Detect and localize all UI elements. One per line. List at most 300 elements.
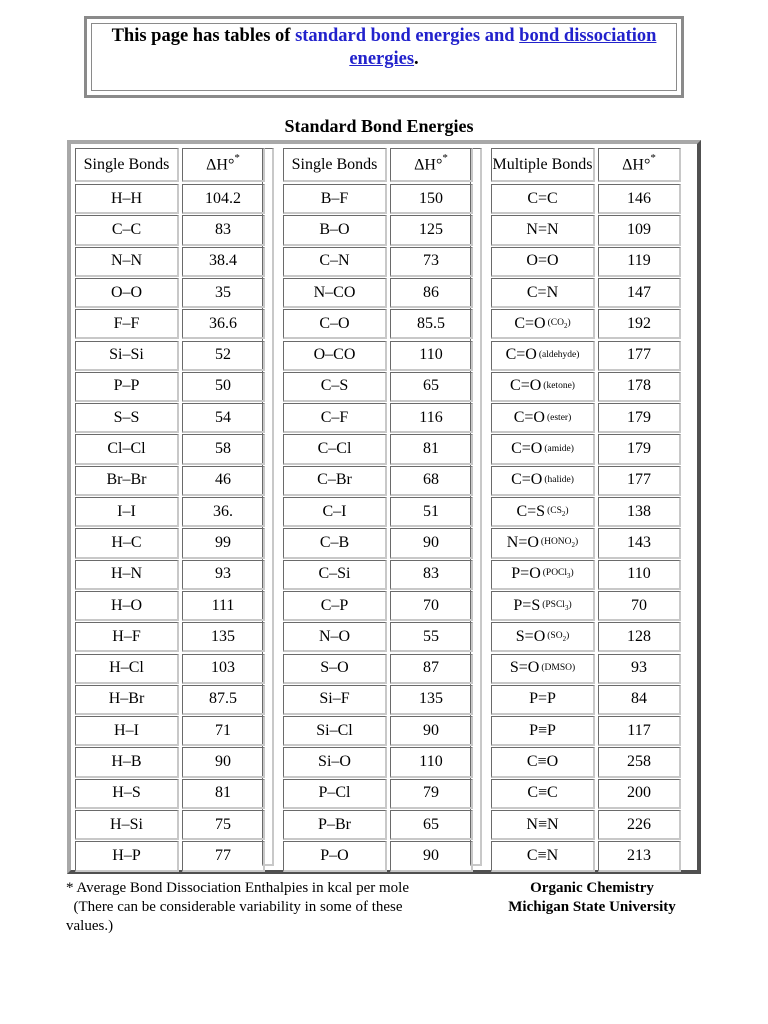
delta-h-value: 104.2: [205, 189, 241, 207]
delta-h-value: 52: [215, 346, 231, 364]
bond-cell: [75, 372, 179, 402]
bond-energy-table: [67, 140, 701, 874]
bond-label: C–B: [319, 533, 350, 551]
delta-h-value: 93: [631, 659, 647, 677]
delta-h-value: 147: [627, 283, 651, 301]
bond-label: N≡N: [526, 815, 559, 833]
bond-cell: [491, 622, 595, 652]
delta-h-cell: [182, 372, 265, 402]
delta-h-cell: [182, 528, 265, 558]
delta-h-value: 143: [627, 533, 651, 551]
bond-label: C=O: [511, 471, 543, 489]
bond-label: N–O: [318, 627, 351, 645]
bond-label: H–I: [114, 721, 139, 739]
bond-label: C–C: [111, 220, 142, 238]
bond-cell: [75, 622, 179, 652]
delta-h-cell: [182, 654, 265, 684]
delta-h-cell: [390, 497, 473, 527]
delta-h-value: 135: [211, 627, 235, 645]
bond-qualifier-subscript: 2: [562, 634, 567, 643]
delta-h-value: 55: [423, 627, 439, 645]
delta-h-cell: [182, 215, 265, 245]
footnote-star: *: [650, 152, 656, 165]
delta-h-value: 179: [627, 440, 651, 458]
delta-h-cell: [598, 560, 681, 590]
bond-cell: [75, 278, 179, 308]
bond-qualifier-end: ): [567, 317, 571, 328]
bond-cell: [491, 716, 595, 746]
bond-label: N–N: [110, 252, 143, 270]
bond-label: N–CO: [313, 283, 356, 301]
bond-cell: [283, 341, 387, 371]
bond-qualifier-subscript: 3: [567, 572, 571, 581]
bond-cell: [491, 466, 595, 496]
bond-label: N=O: [506, 533, 539, 551]
bond-label: H–O: [110, 596, 143, 614]
bond-label: C=S: [516, 502, 546, 520]
bond-label: O–CO: [313, 346, 356, 364]
delta-h-value: 50: [215, 377, 231, 395]
delta-h-cell: [182, 716, 265, 746]
delta-h-cell: [182, 247, 265, 277]
intro-suffix: .: [414, 49, 419, 69]
bond-qualifier-text: (ketone): [543, 381, 575, 392]
delta-h-value: 70: [631, 596, 647, 614]
delta-h-cell: [182, 622, 265, 652]
bond-cell: [75, 810, 179, 840]
bond-label: S–O: [320, 659, 349, 677]
delta-h-cell: [598, 591, 681, 621]
delta-h-cell: [390, 247, 473, 277]
bond-label: O–O: [110, 283, 143, 301]
delta-h-cell: [598, 215, 681, 245]
bond-cell: [491, 591, 595, 621]
bond-label: P–O: [320, 846, 349, 864]
bond-cell: [283, 591, 387, 621]
delta-h-cell: [182, 434, 265, 464]
delta-h-cell: [390, 560, 473, 590]
delta-h-cell: [182, 184, 265, 214]
delta-h-cell: [182, 747, 265, 777]
bond-label: C–Br: [317, 471, 352, 489]
bond-cell: [283, 685, 387, 715]
delta-h-value: 103: [211, 659, 235, 677]
delta-h-cell: [598, 716, 681, 746]
bond-label: H–P: [112, 846, 141, 864]
delta-h-cell: [182, 560, 265, 590]
delta-h-value: 177: [627, 471, 651, 489]
delta-h-cell: [598, 341, 681, 371]
bond-label: C–Cl: [317, 440, 352, 458]
delta-h-cell: [390, 341, 473, 371]
bond-qualifier: [548, 318, 571, 330]
bond-label: Cl–Cl: [107, 440, 146, 458]
bond-cell: [491, 434, 595, 464]
delta-h-value: 81: [423, 440, 439, 458]
bond-cell: [75, 685, 179, 715]
bond-label: Si–F: [319, 690, 350, 708]
bond-cell: [75, 591, 179, 621]
delta-h-value: 75: [215, 815, 231, 833]
delta-h-value: 200: [627, 784, 651, 802]
header-bond-type: [75, 148, 179, 182]
delta-h-cell: [390, 466, 473, 496]
delta-h-value: 90: [423, 846, 439, 864]
bond-qualifier-text: (CS: [547, 505, 562, 516]
footnote-star: *: [234, 152, 240, 165]
delta-h-value: 110: [627, 565, 651, 583]
bond-qualifier-text: (amide): [544, 444, 574, 455]
delta-h-cell: [598, 622, 681, 652]
bond-dissociation-link[interactable]: bond dissociation energies: [349, 26, 657, 69]
bond-cell: [283, 841, 387, 871]
delta-h-cell: [598, 372, 681, 402]
delta-h-value: 258: [627, 753, 651, 771]
bond-label: Br–Br: [106, 471, 147, 489]
bond-cell: [283, 622, 387, 652]
delta-h-cell: [390, 528, 473, 558]
bond-label: C=O: [513, 408, 545, 426]
header-delta-h: [390, 148, 473, 182]
bond-qualifier: [539, 350, 580, 360]
delta-h-value: 65: [423, 377, 439, 395]
bond-label: H–F: [112, 627, 141, 645]
delta-h-value: 84: [631, 690, 647, 708]
bond-qualifier-text: (SO: [547, 630, 563, 641]
bond-label: H–Si: [110, 815, 143, 833]
delta-h-value: 46: [215, 471, 231, 489]
bond-label: H–C: [111, 533, 142, 551]
bond-label: C≡N: [526, 846, 559, 864]
delta-h-value: 90: [215, 753, 231, 771]
bond-label: Si–O: [318, 753, 351, 771]
delta-h-value: 150: [419, 189, 443, 207]
delta-h-value: 93: [215, 565, 231, 583]
bond-qualifier-text: (ester): [546, 412, 572, 423]
bond-cell: [491, 779, 595, 809]
delta-h-value: 177: [627, 346, 651, 364]
bond-qualifier-end: ): [575, 537, 579, 547]
bond-qualifier-text: (halide): [544, 475, 574, 486]
delta-h-cell: [182, 685, 265, 715]
delta-h-cell: [598, 184, 681, 214]
bond-cell: [75, 434, 179, 464]
header-delta-h-label: ΔH°*: [414, 152, 448, 174]
bond-cell: [75, 403, 179, 433]
bond-cell: [491, 528, 595, 558]
bond-cell: [75, 497, 179, 527]
bond-cell: [75, 341, 179, 371]
bond-label: H–N: [110, 565, 143, 583]
footnote-line-3: values.): [66, 918, 114, 934]
delta-h-cell: [598, 747, 681, 777]
bond-cell: [491, 372, 595, 402]
bond-label: P–Br: [318, 815, 351, 833]
delta-h-value: 179: [627, 408, 651, 426]
delta-h-cell: [182, 341, 265, 371]
bond-label: C=C: [527, 189, 558, 207]
bond-qualifier-text: (PSCl: [542, 599, 565, 610]
bond-cell: [491, 685, 595, 715]
intro-phrase: standard bond energies and: [295, 26, 520, 46]
bond-cell: [75, 841, 179, 871]
bond-cell: [283, 215, 387, 245]
delta-h-cell: [182, 309, 265, 339]
bond-label: C≡O: [526, 753, 559, 771]
bond-cell: [491, 560, 595, 590]
bond-label: C–I: [322, 502, 347, 520]
bond-cell: [283, 528, 387, 558]
delta-h-cell: [390, 215, 473, 245]
delta-h-cell: [390, 184, 473, 214]
bond-qualifier-end: ): [570, 568, 574, 579]
delta-h-value: 99: [215, 533, 231, 551]
delta-h-cell: [390, 622, 473, 652]
delta-h-cell: [598, 403, 681, 433]
bond-qualifier-subscript: 2: [571, 540, 576, 549]
delta-h-value: 36.6: [209, 314, 237, 332]
bond-cell: [491, 747, 595, 777]
delta-h-value: 83: [215, 220, 231, 238]
bond-label: C=O: [514, 314, 546, 332]
delta-h-value: 109: [627, 220, 651, 238]
bond-qualifier-end: ): [565, 505, 569, 516]
header-bond-type: [491, 148, 595, 182]
bond-qualifier: [544, 475, 574, 485]
bond-cell: [491, 403, 595, 433]
intro-text: [95, 25, 673, 71]
bond-cell: [491, 215, 595, 245]
bond-label: N=N: [526, 220, 559, 238]
header-delta-h-label: ΔH°*: [206, 152, 240, 174]
delta-h-cell: [598, 810, 681, 840]
footnote: [66, 879, 486, 936]
bond-label: B–O: [319, 220, 350, 238]
header-label: Multiple Bonds: [492, 155, 593, 173]
bond-qualifier: [541, 663, 575, 673]
bond-label: C–Si: [318, 565, 351, 583]
delta-h-value: 117: [627, 721, 651, 739]
bond-cell: [75, 716, 179, 746]
bond-cell: [283, 309, 387, 339]
bond-qualifier: [542, 600, 571, 612]
header-delta-h-label: ΔH°*: [622, 152, 656, 174]
credit: [480, 879, 704, 917]
bond-cell: [491, 247, 595, 277]
delta-h-cell: [598, 779, 681, 809]
delta-h-value: 128: [627, 627, 651, 645]
bond-qualifier-subscript: 2: [561, 509, 566, 518]
footnote-star: *: [442, 152, 448, 165]
delta-h-cell: [598, 841, 681, 871]
delta-h-cell: [390, 372, 473, 402]
delta-h-cell: [390, 591, 473, 621]
delta-h-value: 81: [215, 784, 231, 802]
bond-label: C≡C: [527, 784, 558, 802]
bond-qualifier: [543, 381, 575, 391]
delta-h-cell: [182, 810, 265, 840]
delta-h-cell: [390, 747, 473, 777]
bond-qualifier-subscript: 3: [564, 603, 569, 612]
bond-label: C–N: [319, 252, 350, 270]
delta-h-cell: [598, 528, 681, 558]
bond-cell: [283, 466, 387, 496]
bond-qualifier: [547, 631, 569, 643]
bond-label: P–P: [113, 377, 140, 395]
bond-cell: [283, 779, 387, 809]
bond-cell: [283, 654, 387, 684]
bond-cell: [283, 247, 387, 277]
bond-label: H–H: [110, 189, 143, 207]
bond-qualifier-text: (aldehyde): [538, 350, 580, 361]
delta-h-value: 110: [419, 346, 443, 364]
bond-cell: [283, 278, 387, 308]
bond-label: P=P: [529, 690, 556, 708]
delta-h-value: 110: [419, 753, 443, 771]
delta-h-value: 58: [215, 440, 231, 458]
bond-qualifier-subscript: 2: [563, 321, 568, 330]
bond-cell: [283, 810, 387, 840]
bond-cell: [283, 184, 387, 214]
bond-label: H–Br: [108, 690, 145, 708]
bond-label: Si–Si: [109, 346, 144, 364]
bond-label: C=O: [510, 377, 542, 395]
credit-line-1: Organic Chemistry: [530, 880, 654, 896]
bond-cell: [75, 184, 179, 214]
bond-label: C=O: [511, 440, 543, 458]
bond-label: P=O: [511, 565, 541, 583]
bond-label: S=O: [515, 627, 546, 645]
delta-h-value: 70: [423, 596, 439, 614]
delta-h-value: 90: [423, 721, 439, 739]
delta-h-cell: [182, 403, 265, 433]
delta-h-value: 119: [627, 252, 651, 270]
bond-cell: [491, 497, 595, 527]
bond-label: C=O: [505, 346, 537, 364]
delta-h-value: 79: [423, 784, 439, 802]
bond-cell: [75, 247, 179, 277]
delta-h-value: 85.5: [417, 314, 445, 332]
bond-cell: [283, 497, 387, 527]
delta-h-cell: [598, 247, 681, 277]
credit-line-2: Michigan State University: [508, 899, 676, 915]
bond-qualifier: [547, 413, 571, 423]
delta-h-cell: [182, 841, 265, 871]
delta-h-value: 178: [627, 377, 651, 395]
delta-h-value: 192: [627, 314, 651, 332]
delta-h-cell: [390, 685, 473, 715]
delta-h-value: 54: [215, 408, 231, 426]
bond-cell: [491, 309, 595, 339]
delta-h-value: 68: [423, 471, 439, 489]
header-label: Single Bonds: [291, 155, 378, 173]
footnote-line-1: * Average Bond Dissociation Enthalpies in kcal per mole: [66, 880, 409, 896]
intro-prefix: This page has tables of: [111, 26, 296, 46]
delta-h-value: 125: [419, 220, 443, 238]
delta-h-cell: [598, 466, 681, 496]
bond-cell: [75, 466, 179, 496]
bond-qualifier-end: ): [568, 599, 572, 610]
bond-label: B–F: [320, 189, 349, 207]
bond-qualifier-text: (CO: [547, 317, 564, 328]
delta-h-value: 213: [627, 846, 651, 864]
bond-cell: [491, 810, 595, 840]
bond-cell: [491, 654, 595, 684]
bond-label: S–S: [113, 408, 140, 426]
bond-cell: [283, 372, 387, 402]
bond-cell: [75, 560, 179, 590]
bond-qualifier: [547, 506, 568, 518]
delta-h-cell: [598, 434, 681, 464]
bond-cell: [75, 747, 179, 777]
delta-h-value: 65: [423, 815, 439, 833]
delta-h-value: 71: [215, 721, 231, 739]
bond-cell: [283, 560, 387, 590]
delta-h-cell: [598, 497, 681, 527]
header-delta-h: [598, 148, 681, 182]
bond-label: S=O: [509, 659, 540, 677]
delta-h-value: 35: [215, 283, 231, 301]
delta-h-value: 38.4: [209, 252, 237, 270]
delta-h-value: 36.: [213, 502, 233, 520]
delta-h-value: 77: [215, 846, 231, 864]
delta-h-value: 73: [423, 252, 439, 270]
bond-label: C–P: [320, 596, 349, 614]
delta-h-value: 111: [211, 596, 235, 614]
bond-label: Si–Cl: [316, 721, 353, 739]
bond-qualifier: [543, 568, 574, 580]
delta-h-cell: [598, 685, 681, 715]
delta-h-value: 146: [627, 189, 651, 207]
bond-cell: [75, 654, 179, 684]
bond-cell: [491, 184, 595, 214]
bond-label: C–F: [320, 408, 349, 426]
delta-h-value: 86: [423, 283, 439, 301]
intro-box: [84, 16, 684, 98]
delta-h-value: 226: [627, 815, 651, 833]
delta-h-cell: [390, 309, 473, 339]
delta-h-cell: [182, 591, 265, 621]
delta-h-cell: [390, 810, 473, 840]
delta-h-value: 87.5: [209, 690, 237, 708]
delta-h-value: 83: [423, 565, 439, 583]
bond-label: P–Cl: [318, 784, 351, 802]
bond-qualifier-end: ): [566, 630, 570, 641]
header-label: Single Bonds: [83, 155, 170, 173]
delta-h-cell: [390, 278, 473, 308]
delta-h-cell: [598, 309, 681, 339]
header-bond-type: [283, 148, 387, 182]
bond-cell: [283, 747, 387, 777]
bond-qualifier: [544, 444, 574, 454]
bond-qualifier: [541, 537, 578, 549]
delta-h-cell: [390, 654, 473, 684]
delta-h-value: 90: [423, 533, 439, 551]
delta-h-cell: [390, 434, 473, 464]
delta-h-cell: [390, 779, 473, 809]
bond-cell: [491, 278, 595, 308]
delta-h-value: 138: [627, 502, 651, 520]
bond-label: C–S: [320, 377, 349, 395]
delta-h-cell: [182, 466, 265, 496]
bond-cell: [75, 309, 179, 339]
table-title: Standard Bond Energies: [284, 116, 474, 136]
bond-cell: [283, 716, 387, 746]
bond-cell: [491, 341, 595, 371]
delta-h-value: 135: [419, 690, 443, 708]
bond-label: P=S: [513, 596, 541, 614]
bond-qualifier-text: (DMSO): [541, 663, 576, 674]
